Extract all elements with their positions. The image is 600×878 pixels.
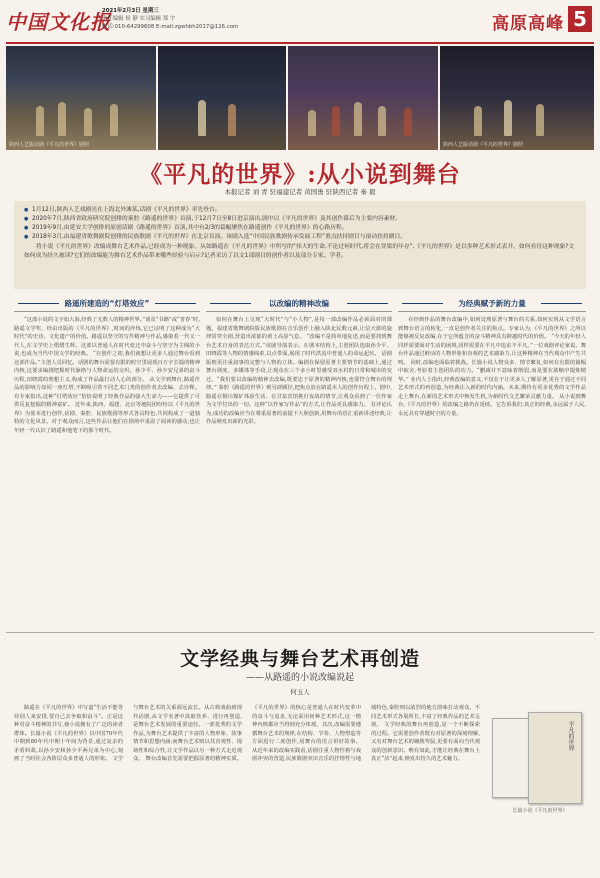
- article-body: 路遥在《平凡的世界》中写道“生活不能等待别人来安排,要自己去争取和奋斗”。正是这种对奋斗精神的书写,使小说拥有了广泛的读者群体。长篇小说《平凡的世界》以中国70年代中期到80年代中期十年间为背景,通过复杂的矛盾纠葛,以孙少安和孙少平两兄弟为中心,刻画了当时社会各阶层众多普通人的形象。 文学与舞台艺术的关系源远流长。从古典戏曲到现代话剧,从文学名著中汲取营养、进行再创造,是舞台艺术发展的重要途径。一部优秀的文学作品,为舞台艺术提供了丰富的人物形象、故事情节和思想内涵;而舞台艺术则以其直观性、现场性和综合性,让文学作品以另一种方式走近观众。 舞台改编首先需要把握原著的精神实质。《平凡的世界》的核心是普通人在时代变革中的奋斗与追求,无论采用何种艺术形式,这一精神内核都应当得到充分体现。其次,改编需要遵循舞台艺术的规律,在结构、节奏、人物塑造等方面进行二度创作,用舞台的语言讲好故事。 从近年来的改编实践看,话剧注重人物性格与戏剧冲突的营造,民族歌剧突出音乐的抒情性与地域特色,秦腔则以浓烈的地方韵味打动观众。不同艺术形式各展所长,丰富了经典作品的艺术呈现。 文学经典的舞台再创造,是一个不断探索的过程。它需要创作者既有对原著的深刻理解,又有对舞台艺术的娴熟驾驭,更要有面向当代观众的创新意识。唯有如此,才能让经典在舞台上真正“活”起来,焕发出持久的艺术魅力。: [14, 705, 480, 762]
- column-body: 如何在舞台上呈现“大时代”与“小人物”,是每一部改编作品必须面对的课题。福建省歌舞剧院版民族歌剧在音乐创作上融入陕北民歌元素,让信天游的旋律贯穿全剧,营造出浓郁的黄土高原气息。 “改编不是简单地复述,而是要找到舞台艺术自身的表达方式。”该剧导演表示。在剧本结构上,主创团队选取孙少平、田晓霞等人物的情感线索,以点带面,展现了时代洪流中普通人的命运起伏。 话剧版则更注重叙事的完整与人物的立体。编剧在保留原著主要情节的基础上,通过舞台调度、多媒体等手段,让观众在三个多小时里感受双水村的日常和城市的变迁。“我们要以改编的精神去改编,既要忠于原著的精神内核,也要符合舞台的规律。” 秦腔《路遥的世界》则另辟蹊径,把焦点放在路遥本人的创作历程上。剧中,路遥在铜川煤矿体验生活、在甘泉宾馆挑灯夜战的情节,让观众看到了一位作家为文学付出的一切。这种“以作家写作品”的方式,让作品更具感染力。 有评论认为,成功的改编应当在尊重原著的前提下大胆创新,用舞台的语汇重新讲述经典,让作品焕发出新的光彩。: [206, 317, 392, 425]
- lead-bullet: ● 2018年3月,由福建省歌舞剧院创排的民族歌剧《平凡的世界》在北京首演。该剧入选“中国民族歌剧传承发展工程”重点扶持剧目与滚动扶持剧目。: [24, 233, 576, 242]
- stage-photo: [440, 46, 594, 150]
- book-photo: [488, 712, 592, 830]
- photo-caption: 陕西人艺版话剧《平凡的世界》剧照: [443, 142, 524, 148]
- lead-box: [14, 201, 586, 289]
- masthead-info: [102, 7, 238, 31]
- column-text: [14, 316, 200, 628]
- article-author: 何玉人: [290, 688, 310, 696]
- column-body: “这部小说的文字如大海,经典了无数人的精神世界。”谈及“书籍”或“青春”时,路遥文学奖、经由出版的《平凡的世界》,时间的淬炼,它已证明了这种成为“大时代”的史诗。文化遗产的价值。路遥以坚守的写作精神与作品,感染着一代又一代人,在文学史上熠熠生辉。这部以普通人在时代变迁中奋斗与坚守为主线的小说,也成为当代中国文学的经典。 “在创作之初,我们就想让更多人通过舞台看到这部作品。”主创人员回忆。话剧的舞台需要有限的时空里展现百万字长篇的精神内核,这要求编剧把握时代脉络与人物命运的交织。孙少平、孙少安兄弟的奋斗历程,田晓霞的理想主义,构成了作品最打动人心的部分。 从文学到舞台,路遥作品的影响力如同一座灯塔,不断吸引着不同艺术门类的创作者去改编、去诠释。有专家指出,这种“灯塔效应”恰恰说明了经典作品的强大生命力——它提供了可供反复挖掘的精神富矿。 近年来,陕西、福建、北京等地院团纷纷以《平凡的世界》为蓝本进行创作,话剧、秦腔、民族歌剧等形式各具特色,共同构成了一道独特的文化风景。对于观众而言,这些作品让他们在剧场中重温了阅读的感动,也让年轻一代认识了路遥和他笔下的那个时代。: [14, 317, 200, 434]
- issue-date: 2021年2月3日 星期三: [102, 8, 159, 14]
- contact-line: 电话:010-64299608 E-mail:zgwhbh2017@126.com: [102, 24, 239, 30]
- book-title: 平凡的世界: [567, 721, 574, 751]
- column-heading: 为经典赋予新的力量: [398, 296, 586, 312]
- editor-line: 责任编辑 侯 静 实习编辑 郑 宇: [102, 16, 176, 22]
- column-body: 在经典作品的舞台改编中,如何处理原著与舞台的关系,如何实现从文学语言到舞台语言的转化,一直是创作者关注的焦点。专家认为,《平凡的世界》之所以能够被反复改编,在于它所蕴含的奋斗精神具有跨越时代的价值。 “今天的年轻人同样需要面对生活的困境,同样需要在平凡中追求不平凡。”一位戏剧评论家说。舞台作品通过鲜活的人物形象和直观的艺术感染力,让这种精神在当代观众中产生共鸣。 同时,改编也面临着挑战。长篇小说人物众多、情节繁复,如何在有限的篇幅中取舍,考验着主创团队的功力。“删减并不意味着削弱,而是要在浓缩中提炼精华。” 业内人士指出,经典改编的意义,不仅在于让更多人了解原著,更在于通过不同艺术形式的再创造,为经典注入新的时代内涵。未来,期待有更多优秀的文学作品走上舞台,在新的艺术形式中焕发生机,为新时代文艺繁荣贡献力量。 从小说到舞台,《平凡的世界》的改编之路仍在延续。它告诉我们:真正的经典,永远属于人民,永远具有穿越时空的力量。: [398, 317, 586, 417]
- article-text: [14, 704, 480, 870]
- book-cover: [528, 712, 582, 804]
- section-divider: [6, 632, 594, 633]
- column-heading: 以改编的精神改编: [206, 296, 392, 312]
- lead-bullet: ● 2019年9月,由延安大学创排的原创话剧《路遥的世界》首演,其中有2/3的篇幅聚焦在路遥创作《平凡的世界》的心路历程。: [24, 224, 576, 233]
- stage-photo: [288, 46, 438, 150]
- column-text: [398, 316, 586, 628]
- byline: 本报记者 刘 青 驻福建记者 黄国勇 驻陕西记者 秦 毅: [224, 188, 376, 196]
- lead-intro: 将小说《平凡的世界》改编成舞台艺术作品,已经成为一种现象。从如路遥在《平凡的世界》中所写的“伟大的生命,不论过何时代,将会在穿梁的年存”,《平凡的世界》是以多种艺术形式表并。如何看待这种现象?文如何成为经久被读?它们的改编能为舞台艺术作品带来哪些经验与启示?记者采访了以文1部剧目的创作者以及部分专家、学者。: [24, 244, 575, 259]
- photo-strip: [6, 46, 594, 150]
- lead-bullet: ● 1月12日,陕西人艺戏剧亮在上海北外滩某,话剧《平凡的世界》率先登台。: [24, 206, 576, 215]
- column-text: [206, 316, 392, 628]
- photo-caption: 陕西人艺版话剧《平凡的世界》剧照: [9, 142, 90, 148]
- article-title: 文学经典与舞台艺术再创造: [179, 648, 420, 670]
- page-number: 5: [568, 6, 592, 32]
- newspaper-logo: 中国文化报: [6, 10, 111, 34]
- masthead: [6, 4, 594, 44]
- main-headline: 《平凡的世界》:从小说到舞台: [139, 161, 461, 188]
- lead-bullet: ● 2020年7月,陕西省政府研究院创排的秦腔《路遥的世界》首演,于12月7日至8日进京演出,剧中以《平凡的世界》及其创作幕后为主要内容素材。: [24, 215, 576, 224]
- article-subtitle: ——从路遥的小说改编说起: [245, 673, 354, 683]
- section-title: 高原高峰: [492, 14, 564, 34]
- stage-photo: [158, 46, 286, 150]
- lead-bullets: [24, 206, 576, 242]
- stage-photo: [6, 46, 156, 150]
- column-heading: 路遥所建造的“灯塔效应”: [14, 296, 200, 312]
- book-caption: 长篇小说《平凡的世界》: [512, 808, 568, 814]
